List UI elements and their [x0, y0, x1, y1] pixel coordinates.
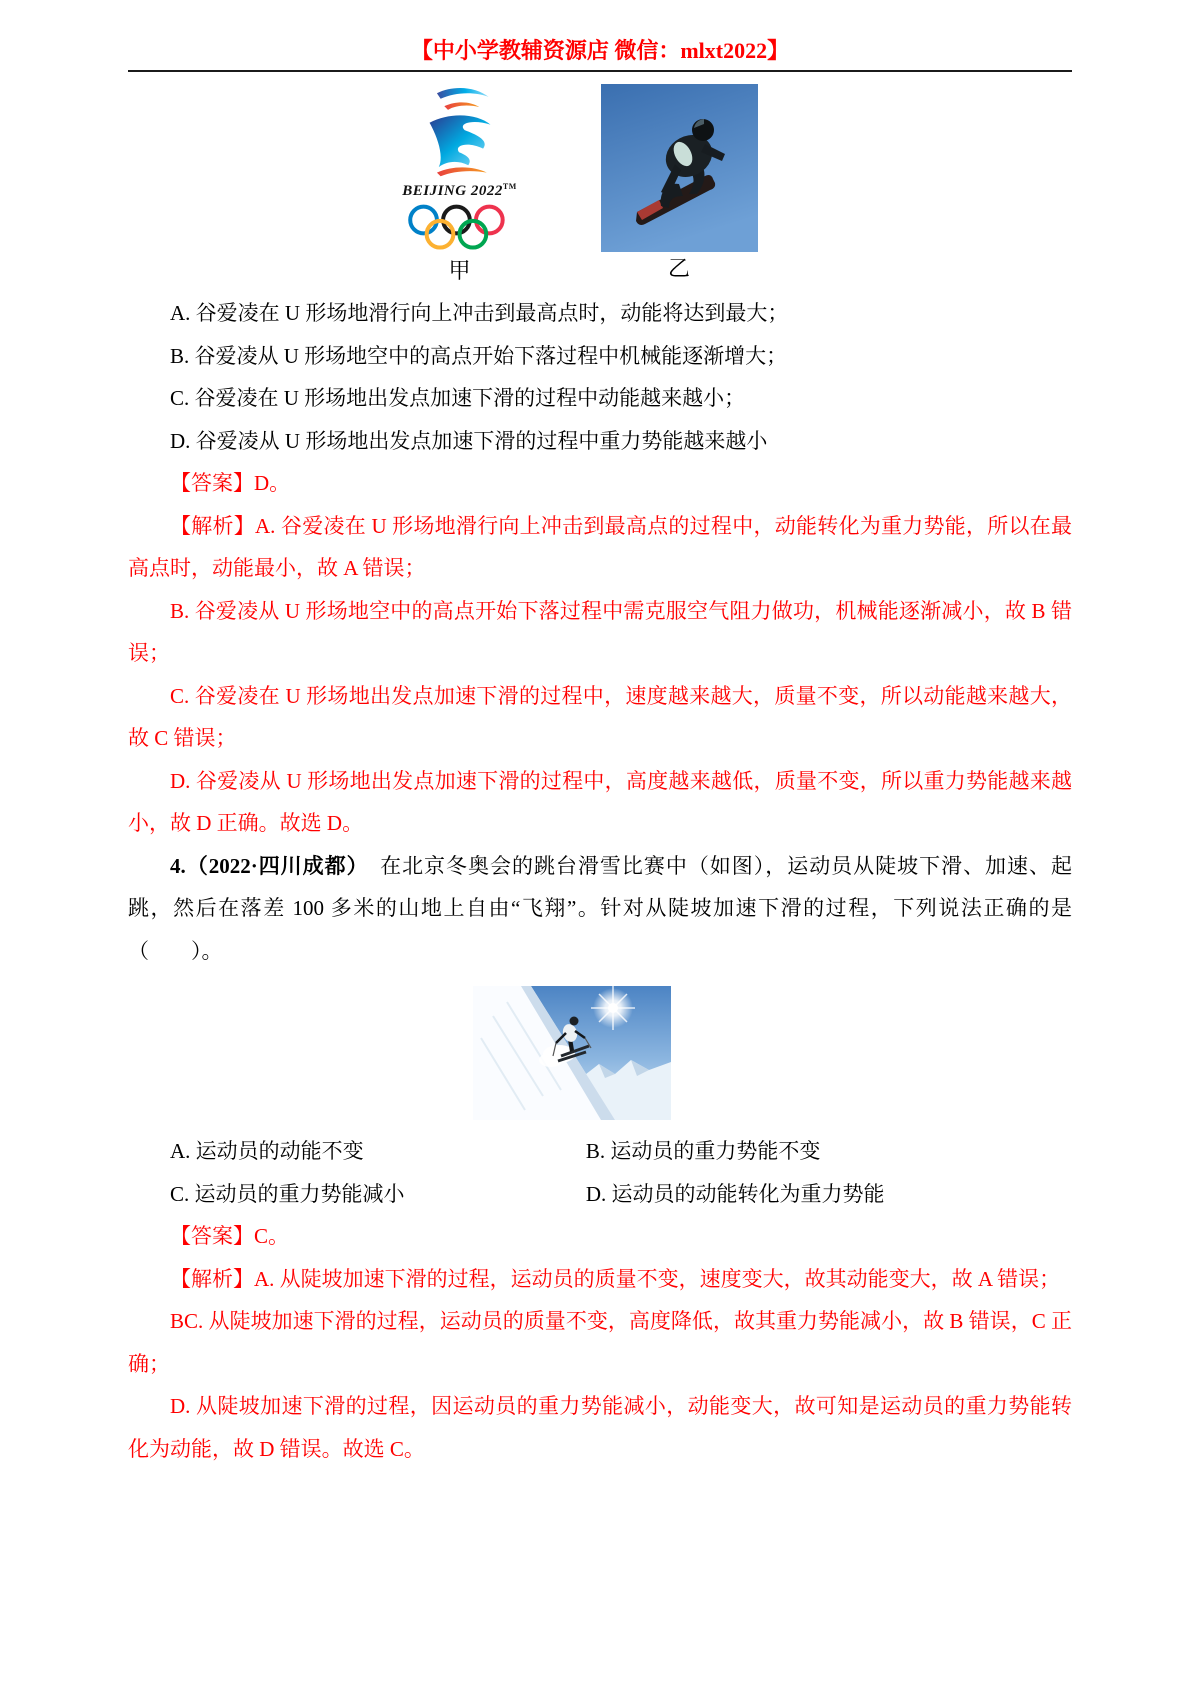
q3-option-a: A. 谷爱凌在 U 形场地滑行向上冲击到最高点时，动能将达到最大；: [170, 301, 789, 325]
q4-options-row1: [128, 1130, 1072, 1173]
question3-figures: [100, 84, 1044, 284]
header-divider: [128, 70, 1072, 72]
figure-yi-caption: 乙: [667, 256, 690, 281]
q3-option-c: C. 谷爱凌在 U 形场地出发点加速下滑的过程中动能越来越小；: [170, 386, 746, 410]
beijing2022-wordmark: BEIJING 2022™: [402, 182, 517, 199]
q4-number: 4.（2022·四川成都）: [170, 853, 359, 878]
q4-options-row2: [128, 1173, 1072, 1216]
q4-option-a: A. 运动员的动能不变: [170, 1139, 364, 1163]
q3-answer: 【答案】D。: [170, 471, 291, 495]
ski-jump-photo: [473, 986, 671, 1120]
olympic-rings-icon: [404, 202, 516, 254]
q3-option-b: B. 谷爱凌从 U 形场地空中的高点开始下落过程中机械能逐渐增大；: [170, 343, 788, 368]
beijing2022-emblem-icon: [408, 84, 512, 180]
snowboarder-photo: [601, 84, 758, 252]
q4-analysis-a: 【解析】A. 从陡坡加速下滑的过程，运动员的质量不变，速度变大，故其动能变大，故 A 错误；: [170, 1266, 1061, 1291]
q4-answer: 【答案】C。: [170, 1224, 290, 1248]
q4-option-d: D. 运动员的动能转化为重力势能: [585, 1181, 885, 1206]
q4-analysis-d: D. 从陡坡加速下滑的过程，因运动员的重力势能减小，动能变大，故可知是运动员的重力势能转化为动能，故 D 错误。故选 C。: [128, 1394, 1072, 1461]
q4-stem: [128, 845, 1072, 973]
figure-jia-caption: 甲: [448, 258, 471, 283]
question3-body: [128, 292, 1072, 1470]
q4-figure: [100, 986, 1044, 1120]
q3-analysis-a: 【解析】A. 谷爱凌在 U 形场地滑行向上冲击到最高点的过程中，动能转化为重力势能，所以在最高点时，动能最小，故 A 错误；: [128, 513, 1072, 580]
q4-option-c: C. 运动员的重力势能减小: [170, 1181, 405, 1206]
figure-yi: [601, 84, 758, 282]
trademark-symbol: TM: [502, 182, 517, 191]
beijing2022-logo: [387, 84, 533, 254]
q4-stem-text: 在北京冬奥会的跳台滑雪比赛中（如图），运动员从陡坡下滑、加速、起跳，然后在落差 100 多米的山地上自由“飞翔”。针对从陡坡加速下滑的过程，下列说法正确的是（ ）。: [128, 853, 1072, 963]
q4-option-b: B. 运动员的重力势能不变: [585, 1139, 821, 1163]
q3-analysis-c: C. 谷爱凌在 U 形场地出发点加速下滑的过程中，速度越来越大，质量不变，所以动能越来越大，故 C 错误；: [128, 683, 1072, 750]
q3-analysis-d: D. 谷爱凌从 U 形场地出发点加速下滑的过程中，高度越来越低，质量不变，所以重力势能越来越小，故 D 正确。故选 D。: [128, 768, 1072, 835]
figure-jia: [387, 84, 533, 284]
q4-analysis-bc: BC. 从陡坡加速下滑的过程，运动员的质量不变，高度降低，故其重力势能减小，故 B 错误，C 正确；: [128, 1309, 1072, 1376]
q3-option-d: D. 谷爱凌从 U 形场地出发点加速下滑的过程中重力势能越来越小: [170, 428, 768, 453]
q3-analysis-b: B. 谷爱凌从 U 形场地空中的高点开始下落过程中需克服空气阻力做功，机械能逐渐减小，故 B 错误；: [128, 598, 1072, 665]
store-header-title: 【中小学教辅资源店 微信：mlxt2022】: [410, 38, 790, 63]
